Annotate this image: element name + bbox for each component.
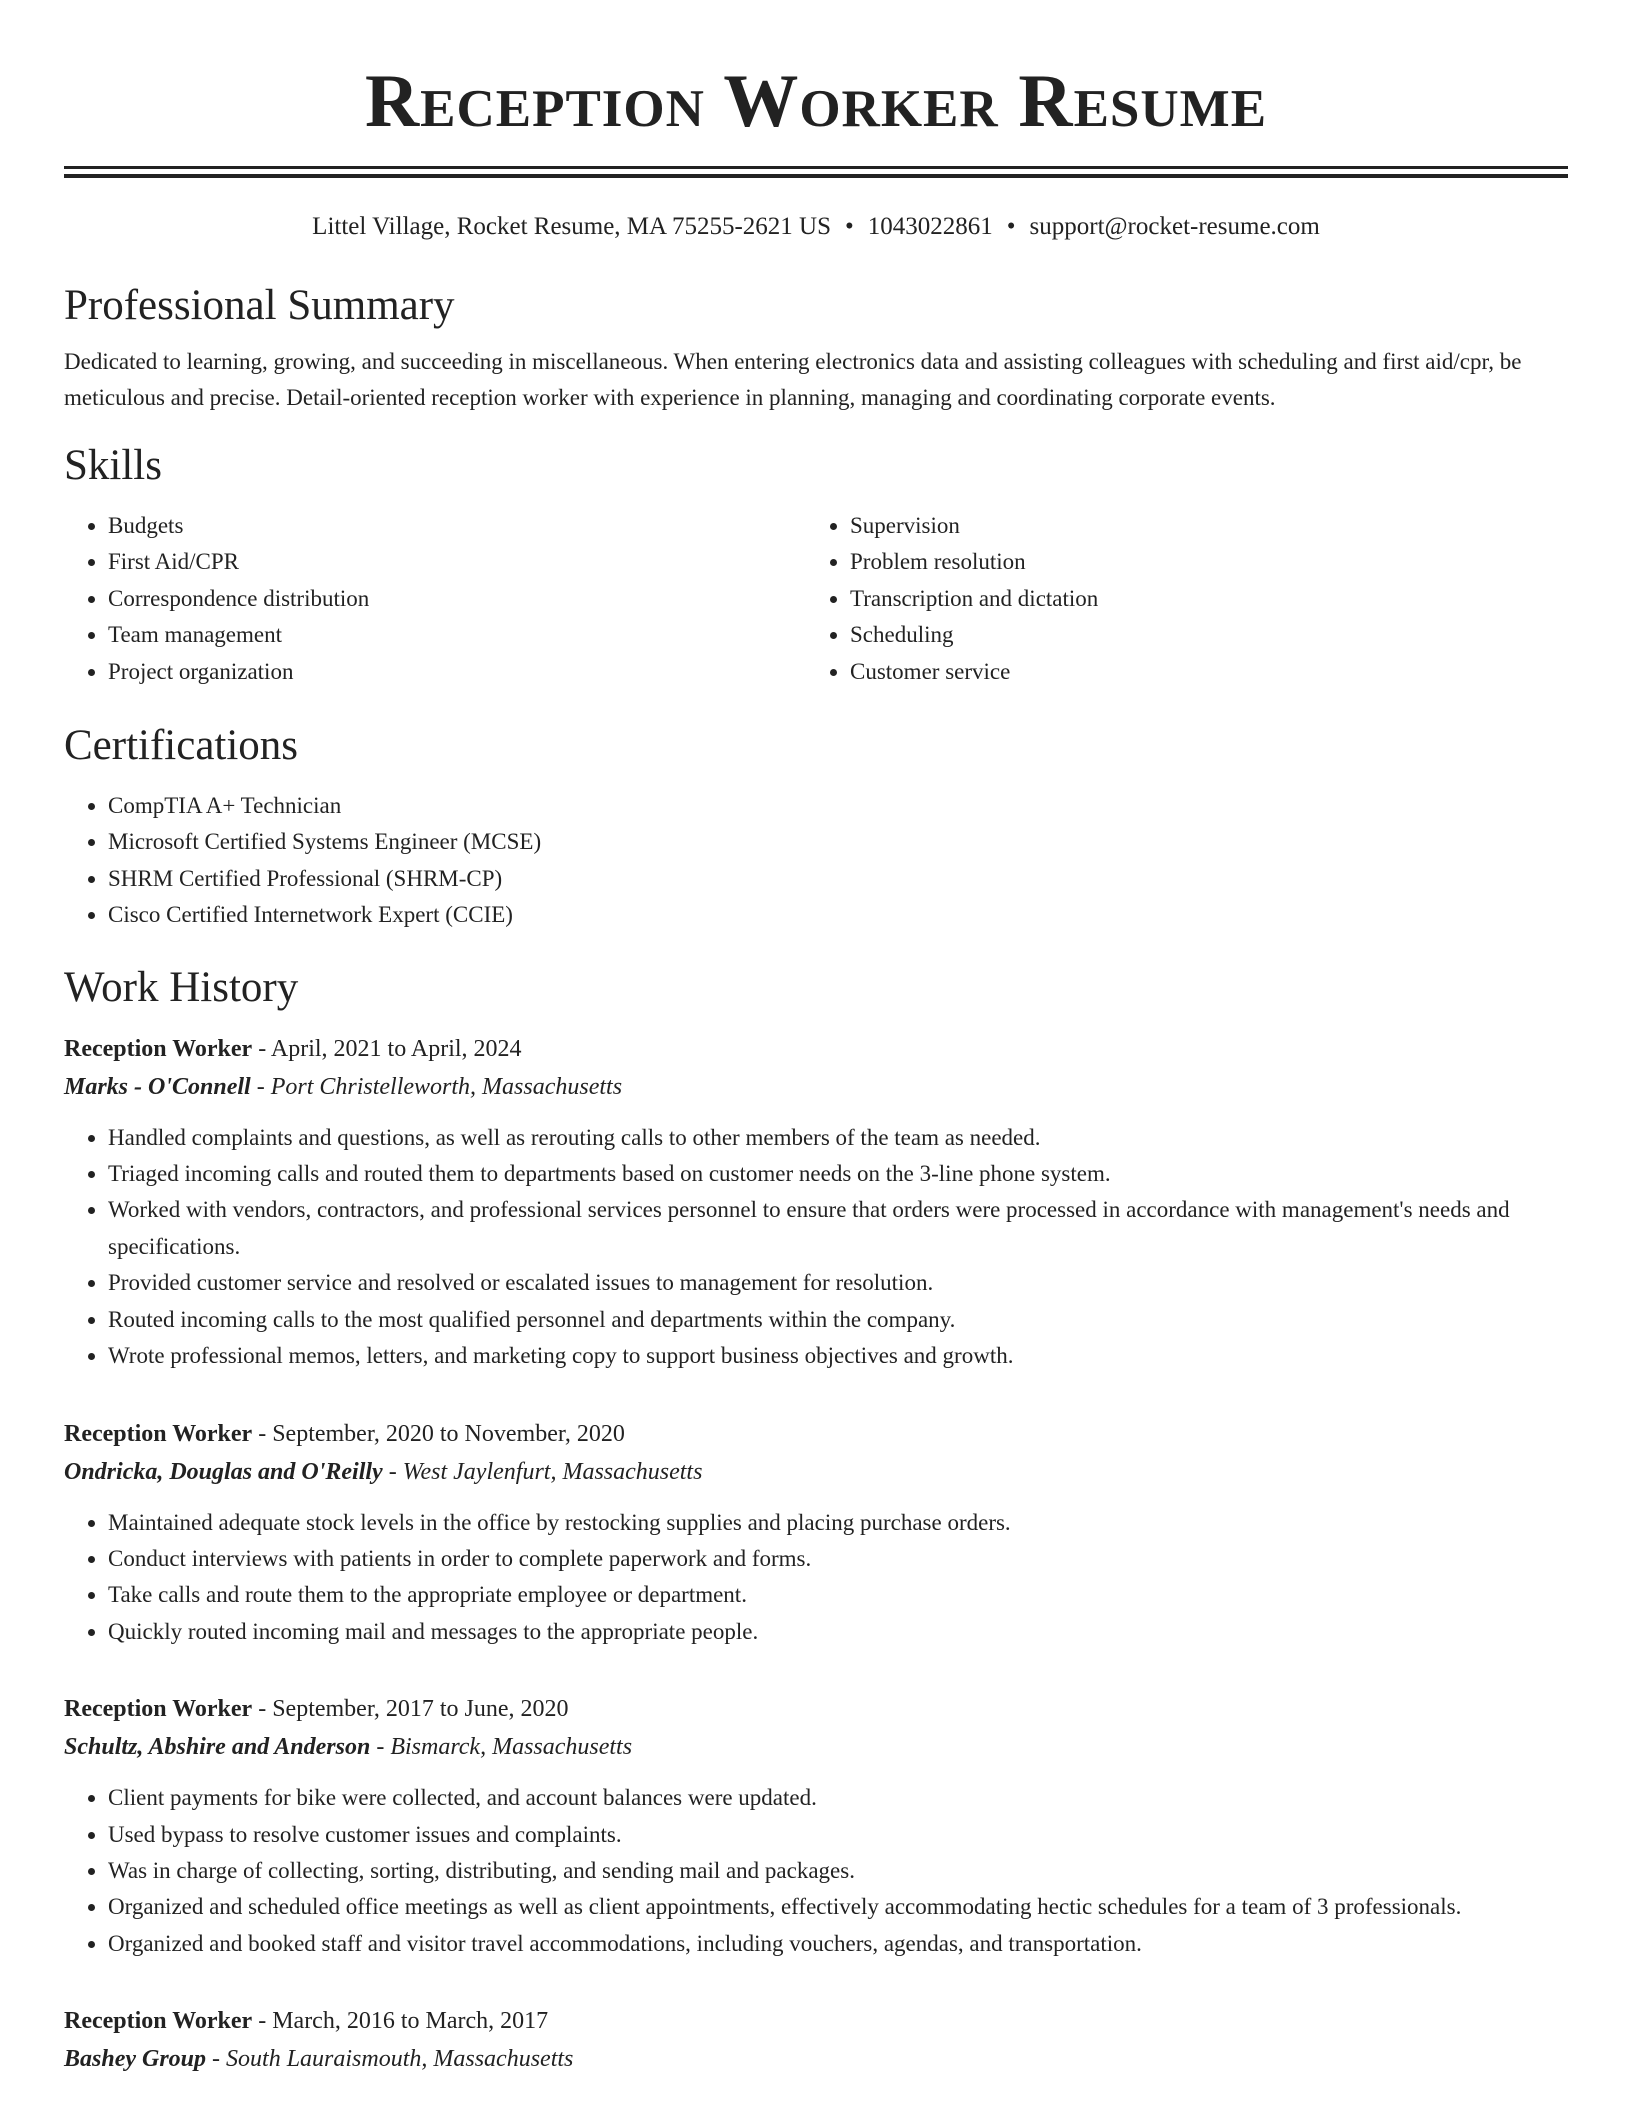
- contact-line: [64, 212, 1568, 242]
- certifications-section: [64, 720, 1568, 934]
- contact-separator: •: [845, 213, 854, 240]
- job-company: Schultz, Abshire and Anderson: [64, 1734, 371, 1761]
- job-location: - Port Christelleworth, Massachusetts: [250, 1073, 623, 1100]
- skill-item: • Supervision: [850, 508, 1548, 544]
- job-dates: - September, 2020 to November, 2020: [252, 1420, 625, 1447]
- skill-item: • Budgets: [108, 508, 806, 544]
- job-duty: • Handled complaints and questions, as well as rerouting calls to other members of the team as needed.: [108, 1120, 1568, 1156]
- job-duties-list: [64, 1780, 1568, 1962]
- skill-item: • Team management: [108, 617, 806, 653]
- skills-heading: Skills: [64, 442, 162, 489]
- job-duty: • Provided customer service and resolved or escalated issues to management for resolution.: [108, 1265, 1568, 1301]
- job-duty: • Wrote professional memos, letters, and marketing copy to support business objectives and growth.: [108, 1338, 1568, 1374]
- skills-grid: [64, 508, 1568, 690]
- job-role: Reception Worker: [64, 1420, 253, 1447]
- job-duty: • Client payments for bike were collected, and account balances were updated.: [108, 1780, 1568, 1816]
- job-location: - Bismarck, Massachusetts: [370, 1734, 633, 1761]
- skill-item: • Project organization: [108, 654, 806, 690]
- job-role: Reception Worker: [64, 2008, 253, 2035]
- job-role: Reception Worker: [64, 1696, 253, 1723]
- job-duty: • Organized and scheduled office meetings as well as client appointments, effectively accommodating hectic schedules for a team of 3 professionals.: [108, 1889, 1568, 1925]
- summary-section: [64, 280, 1568, 416]
- contact-phone: 1043022861: [867, 213, 993, 240]
- title-divider: [64, 166, 1568, 178]
- job-company-line: [64, 2040, 1568, 2078]
- skill-item: • Correspondence distribution: [108, 581, 806, 617]
- resume-page: [64, 0, 1568, 2078]
- job-location: - West Jaylenfurt, Massachusetts: [382, 1458, 703, 1485]
- job-dates: - April, 2021 to April, 2024: [252, 1035, 522, 1062]
- skills-list-right: [806, 508, 1548, 690]
- job-title-line: [64, 1690, 1568, 1728]
- job-duty: • Worked with vendors, contractors, and professional services personnel to ensure that orders were processed in accordance with management's needs and specifications.: [108, 1192, 1568, 1265]
- contact-address: Littel Village, Rocket Resume, MA 75255-2621 US: [312, 213, 831, 240]
- job-dates: - March, 2016 to March, 2017: [252, 2008, 549, 2035]
- job-role: Reception Worker: [64, 1035, 253, 1062]
- skills-section: [64, 440, 1568, 690]
- job-duty: • Routed incoming calls to the most qualified personnel and departments within the company.: [108, 1302, 1568, 1338]
- certifications-list: [64, 788, 1568, 934]
- skill-item: • Transcription and dictation: [850, 581, 1548, 617]
- job-duty: • Quickly routed incoming mail and messages to the appropriate people.: [108, 1614, 1568, 1650]
- skill-item: • Scheduling: [850, 617, 1548, 653]
- skill-item: • First Aid/CPR: [108, 544, 806, 580]
- job-company-line: [64, 1453, 1568, 1491]
- job-location: - South Lauraismouth, Massachusetts: [206, 2046, 574, 2073]
- job-duty: • Triaged incoming calls and routed them to departments based on customer needs on the 3-line phone system.: [108, 1156, 1568, 1192]
- job-entry: [64, 2002, 1568, 2078]
- certification-item: • Cisco Certified Internetwork Expert (CCIE): [108, 897, 1568, 933]
- summary-heading: Professional Summary: [64, 282, 455, 329]
- job-company: Marks - O'Connell: [64, 1073, 251, 1100]
- job-entry: [64, 1030, 1568, 1375]
- job-duty: • Maintained adequate stock levels in the office by restocking supplies and placing purchase orders.: [108, 1505, 1568, 1541]
- work-history-heading: Work History: [64, 963, 299, 1011]
- skill-item: • Problem resolution: [850, 544, 1548, 580]
- summary-text: Dedicated to learning, growing, and succeeding in miscellaneous. When entering electronics data and assisting colleagues with scheduling and first aid/cpr, be meticulous and precise. Detail-oriented reception worker with experience in planning, managing and coordinating corporate events.: [64, 349, 1522, 410]
- job-dates: - September, 2017 to June, 2020: [252, 1696, 569, 1723]
- certifications-heading: Certifications: [64, 722, 299, 770]
- job-company: Ondricka, Douglas and O'Reilly: [64, 1458, 383, 1485]
- job-duty: • Was in charge of collecting, sorting, distributing, and sending mail and packages.: [108, 1853, 1568, 1889]
- job-duties-list: [64, 1505, 1568, 1651]
- skills-column-left: [64, 508, 806, 690]
- job-company-line: [64, 1068, 1568, 1106]
- skill-item: • Customer service: [850, 654, 1548, 690]
- job-entry: [64, 1690, 1568, 1962]
- job-duty: • Organized and booked staff and visitor travel accommodations, including vouchers, agendas, and transportation.: [108, 1926, 1568, 1962]
- job-title-line: [64, 1415, 1568, 1453]
- job-duty: • Used bypass to resolve customer issues and complaints.: [108, 1817, 1568, 1853]
- certification-item: • SHRM Certified Professional (SHRM-CP): [108, 861, 1568, 897]
- job-entry: [64, 1415, 1568, 1651]
- certification-item: • CompTIA A+ Technician: [108, 788, 1568, 824]
- skills-column-right: [806, 508, 1548, 690]
- resume-title: Reception Worker Resume: [364, 60, 1268, 143]
- job-duty: • Conduct interviews with patients in order to complete paperwork and forms.: [108, 1541, 1568, 1577]
- job-title-line: [64, 1030, 1568, 1068]
- job-company-line: [64, 1728, 1568, 1766]
- work-history-section: [64, 962, 1568, 2079]
- contact-email: support@rocket-resume.com: [1029, 213, 1320, 240]
- certification-item: • Microsoft Certified Systems Engineer (MCSE): [108, 824, 1568, 860]
- job-company: Bashey Group: [64, 2046, 207, 2073]
- skills-list-left: [64, 508, 806, 690]
- job-title-line: [64, 2002, 1568, 2040]
- contact-separator: •: [1006, 213, 1016, 240]
- job-duties-list: [64, 1120, 1568, 1375]
- job-duty: • Take calls and route them to the appropriate employee or department.: [108, 1577, 1568, 1613]
